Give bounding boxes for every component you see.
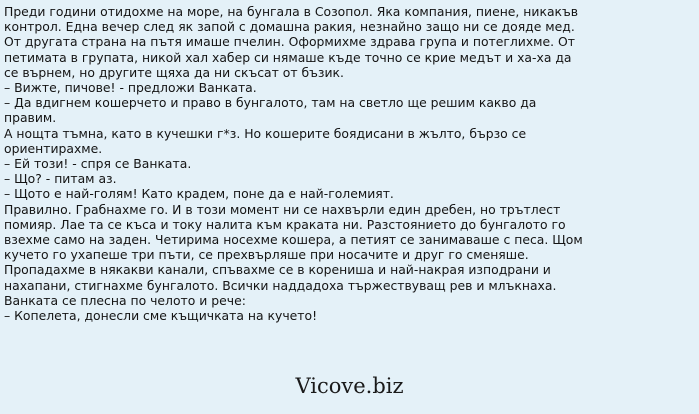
text-line: се върнем, но другите щяха да ни скъсат от бъзик.	[4, 64, 344, 80]
text-line: нахапани, стигнахме бунгалото. Всички наддадоха тържествуващ рев и млъкнаха.	[4, 277, 557, 293]
text-line: – Копелета, донесли сме къщичката на кучето!	[4, 308, 318, 324]
site-watermark: Vicove.biz	[295, 374, 404, 398]
text-line: взехме само на заден. Четирима носехме кошера, а петият се занимаваше с песа. Щом	[4, 232, 583, 248]
text-line: правим.	[4, 110, 57, 126]
text-line: От другата страна на пътя имаше пчелин. Оформихме здрава група и потеглихме. От	[4, 34, 576, 50]
text-line: – Вижте, пичове! - предложи Ванката.	[4, 80, 257, 96]
text-line: Правилно. Грабнахме го. И в този момент ни се нахвърли един дребен, но трътлест	[4, 201, 561, 217]
text-line: Ванката се плесна по челото и рече:	[4, 292, 246, 308]
text-line: помияр. Лае та се къса и току налита към краката ни. Разстоянието до бунгалото го	[4, 216, 566, 232]
joke-text	[4, 4, 696, 323]
text-line: Преди години отидохме на море, на бунгала в Созопол. Яка компания, пиене, никакъв	[4, 4, 579, 19]
text-line: – Що? - питам аз.	[4, 171, 117, 187]
text-line: А нощта тъмна, като в кучешки г*з. Но кошерите боядисани в жълто, бързо се	[4, 125, 527, 141]
text-line: Пропадахме в някакви канали, спъвахме се в корениша и най-накрая изподрани и	[4, 262, 551, 278]
text-line: – Щото е най-голям! Като крадем, поне да е най-големият.	[4, 186, 394, 202]
text-line: ориентирахме.	[4, 140, 103, 156]
text-line: – Да вдигнем кошерчето и право в бунгалото, там на светло ще решим какво да	[4, 95, 537, 111]
text-line: контрол. Една вечер след як запой с домашна ракия, незнайно защо ни се дояде мед.	[4, 19, 575, 35]
text-line: петимата в групата, никой хал хабер си нямаше къде точно се крие медът и ха-ха да	[4, 49, 572, 65]
text-line: кучето го ухапеше три пъти, се прехвърляше при носачите и друг го сменяше.	[4, 247, 529, 263]
text-line: – Ей този! - спря се Ванката.	[4, 156, 192, 172]
